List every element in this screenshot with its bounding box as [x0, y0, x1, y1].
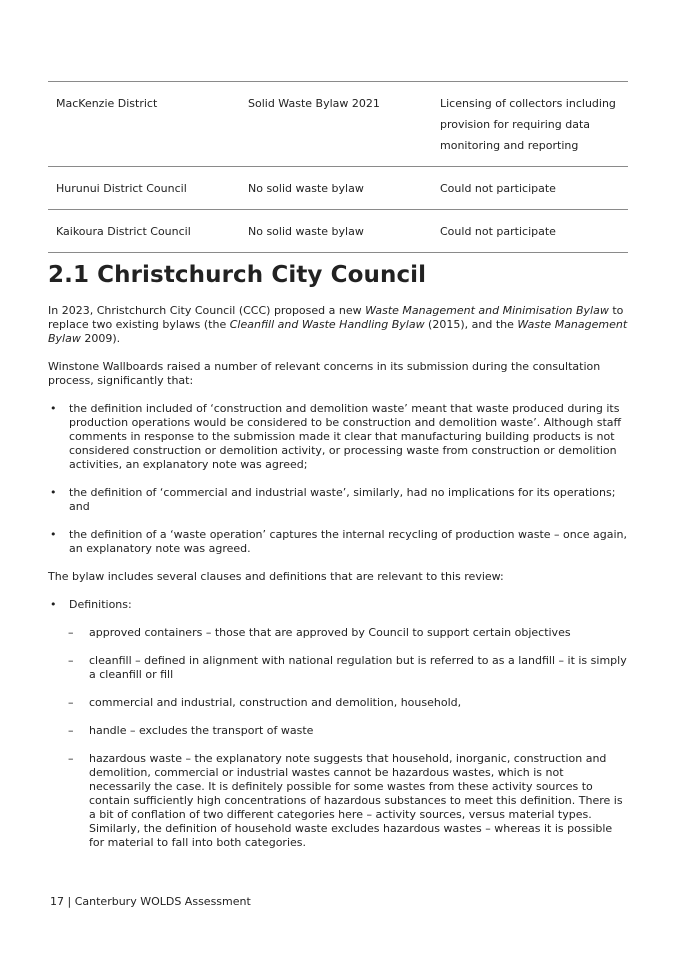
- list-item: – handle – excludes the transport of waste: [68, 724, 314, 737]
- council-name-cell: Hurunui District Council: [56, 182, 187, 195]
- bullet-icon: •: [50, 598, 57, 611]
- page-footer: [50, 895, 251, 908]
- table-row: [48, 210, 628, 253]
- bylaw-cell: No solid waste bylaw: [248, 182, 364, 195]
- footer-separator: |: [67, 895, 72, 908]
- clauses-paragraph: The bylaw includes several clauses and definitions that are relevant to this review:: [48, 570, 504, 583]
- list-item: – approved containers – those that are approved by Council to support certain objectives: [68, 626, 571, 639]
- bullet-icon: •: [50, 528, 57, 541]
- list-item: – cleanfill – defined in alignment with national regulation but is referred to as a landfill – it is simply a cleanfill or fill: [68, 654, 627, 681]
- intro-paragraph: In 2023, Christchurch City Council (CCC) proposed a new Waste Management and Minimisation Bylaw to replace two existing bylaws (the Cleanfill and Waste Handling Bylaw (2015), and the Waste Management Bylaw 2009).: [48, 304, 628, 345]
- dash-icon: –: [68, 724, 74, 737]
- document-title: Canterbury WOLDS Assessment: [74, 895, 251, 908]
- page-number: 17: [50, 895, 64, 908]
- definitions-sublist: [48, 626, 628, 850]
- bylaw-cell: No solid waste bylaw: [248, 225, 364, 238]
- dash-icon: –: [68, 696, 74, 709]
- dash-icon: –: [68, 626, 74, 639]
- council-name-cell: Kaikoura District Council: [56, 225, 191, 238]
- table-row: [48, 167, 628, 210]
- list-item: • the definition of a ‘waste operation’ captures the internal recycling of production waste – once again, an explanatory note was agreed.: [50, 528, 628, 555]
- notes-cell: Licensing of collectors including provision for requiring data monitoring and reporting: [440, 97, 616, 152]
- list-item: • the definition of ‘commercial and industrial waste’, similarly, had no implications for its operations; and: [50, 486, 616, 513]
- section-heading: 2.1 Christchurch City Council: [48, 262, 427, 288]
- council-name-cell: MacKenzie District: [56, 97, 158, 110]
- notes-cell: Could not participate: [440, 182, 556, 195]
- bylaw-cell: Solid Waste Bylaw 2021: [248, 97, 380, 110]
- notes-cell: Could not participate: [440, 225, 556, 238]
- concerns-list: [48, 402, 628, 556]
- dash-icon: –: [68, 752, 74, 765]
- list-item: • Definitions:: [50, 598, 132, 611]
- bullet-icon: •: [50, 486, 57, 499]
- list-item: – commercial and industrial, construction and demolition, household,: [68, 696, 462, 709]
- submission-paragraph: Winstone Wallboards raised a number of relevant concerns in its submission during the consultation process, significantly that:: [48, 360, 601, 387]
- bullet-icon: •: [50, 402, 57, 415]
- table-row: [48, 82, 628, 167]
- bylaw-summary-table: [48, 81, 628, 253]
- list-item: • the definition included of ‘construction and demolition waste’ meant that waste produced during its production operations would be considered to be construction and demolition waste’. Although staff comments in response to the submission made it clear that manufacturing building products is not considered construction or demolition activity, or processing waste from construction or demolition activities, an explanatory note was agreed;: [50, 402, 622, 471]
- dash-icon: –: [68, 654, 74, 667]
- section-body: [48, 304, 628, 864]
- definitions-list: [48, 598, 628, 612]
- list-item: – hazardous waste – the explanatory note suggests that household, inorganic, construction and demolition, commercial or industrial wastes cannot be hazardous wastes, which is not necessarily the case. It is definitely possible for some wastes from these activity sources to contain sufficiently high concentrations of hazardous substances to meet this definition. There is a bit of conflation of two different categories here – activity sources, versus material types. Similarly, the definition of household waste excludes hazardous wastes – whereas it is possible for material to fall into both categories.: [68, 752, 623, 849]
